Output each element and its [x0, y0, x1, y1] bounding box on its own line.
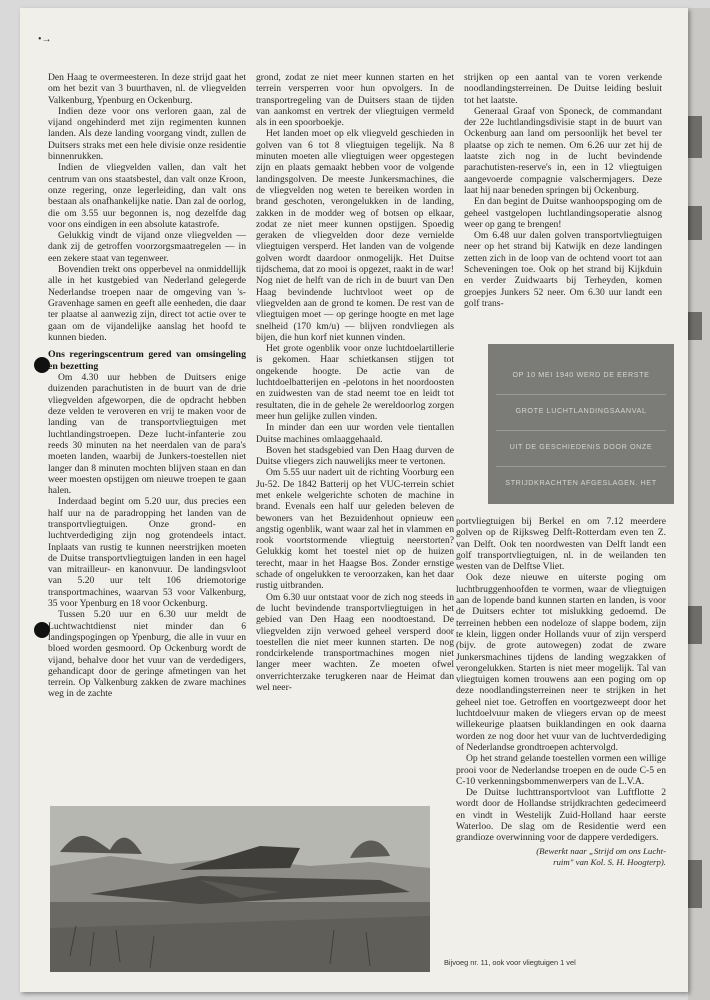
- column-1: [48, 72, 246, 700]
- paragraph: Om 4.30 uur hebben de Duitsers enige duizenden parachutisten in de buurt van de drie vliegvelden afgeworpen, die de opdracht hebben deze velden te veroveren en vrij te maken voor de landing van de transportvliegtuigen met luchtlandingstroepen. Deze lucht-infanterie zou reeds 30 minuten na het neerdalen van de para's moeten landen, waarbij de Junkers-toestellen niet langer dan 8 minuten mochten blijven staan en dan weer moesten opstijgen om nieuwe troepen te gaan halen.: [48, 372, 246, 497]
- paragraph: Om 6.30 uur ontstaat voor de zich nog steeds in de lucht bevindende transportvliegtuigen in het gebied van Den Haag een noodtoestand. De vliegvelden zijn verwoed geheel versperd door toestellen die niet meer kunnen starten. De nog rondcirkelende transportmachines mogen niet langer meer wachten. Ze moeten ofwel onverrichterzake terugkeren naar de Heimat dan wel neer-: [256, 591, 454, 694]
- source-note: [456, 846, 666, 869]
- banner-rule: [496, 394, 666, 395]
- paragraph: Gelukkig vindt de vijand onze vliegvelden — dank zij de getroffen voorzorgsmaatregelen — in een zekere staat van tegenweer.: [48, 230, 246, 264]
- page-caption: Bijvoeg nr. 11, ook voor vliegtuigen 1 vel: [444, 958, 576, 967]
- paragraph: In minder dan een uur worden vele tientallen Duitse machines omlaaggehaald.: [256, 422, 454, 445]
- paragraph: De Duitse luchttransportvloot van Luftflotte 2 wordt door de Hollandse strijdkrachten gedecimeerd en vindt in Westelijk Zuid-Holland haar eerste Waterloo. De slag om de Residentie werd een grandioze overwinning voor de dappere verdedigers.: [456, 787, 666, 844]
- paragraph: Op het strand gelande toestellen vormen een willige prooi voor de Nederlandse troepen en de oude C-5 en C-10 verkenningsbommenwerpers van de L.V.A.: [456, 753, 666, 787]
- paragraph: Inderdaad begint om 5.20 uur, dus precies een half uur na de paradropping het landen van de transportvliegtuigen. Onze grond- en luchtverdediging zijn nog grotendeels intact. Inplaats van rustig te kunnen neerstrijken moeten de Duitse transportvliegtuigen landen in een hagel van mitrailleur- en kanonvuur. De landingsvloot van 5.20 uur telt 106 driemotorige transportmachines, waarvan 53 voor Valkenburg, 35 voor Ypenburg en 18 voor Ockenburg.: [48, 496, 246, 610]
- banner-line: STRIJDKRACHTEN AFGESLAGEN. HET: [505, 478, 657, 487]
- paragraph: Bovendien trekt ons opperbevel na onmiddellijk alle in het kustgebied van Nederland gelegerde Nederlandse troepen naar de omgeving van 's-Gravenhage samen en geeft alle eenheden, die daar ter plaatse al aanwezig zijn, direct tot actie over te gaan om de vijandelijke aanslag het hoofd te kunnen bieden.: [48, 264, 246, 343]
- banner-rule: [496, 466, 666, 467]
- edge-tab: [688, 206, 702, 240]
- paragraph: Den Haag te overmeesteren. In deze strijd gaat het om het bezit van 3 buurthaven, nl. de vliegvelden Valkenburg, Ypenburg en Ockenburg.: [48, 72, 246, 106]
- paragraph: Indien de vliegvelden vallen, dan valt het centrum van ons staatsbestel, dan valt onze Kroon, onze regering, onze legerleiding, dan valt ons bestaan als onafhankelijke natie. Dan zal de oorlog, die om 3.55 uur begonnen is, nog dezelfde dag voor ons eindigen in een absolute katastrofe.: [48, 162, 246, 230]
- corner-mark: •→: [38, 34, 52, 45]
- paragraph: grond, zodat ze niet meer kunnen starten en het terrein versperren voor hun opvolgers. In de transportregeling van de Duitsers staan de tijden van aankomst en vertrek der vliegtuigen vermeld als in een spoorboekje.: [256, 72, 454, 129]
- paragraph: Het landen moet op elk vliegveld geschieden in golven van 6 tot 8 vliegtuigen tegelijk. Na 8 minuten moeten alle vliegtuigen weer opgestegen zijn en plaats gemaakt hebben voor de volgende landingsgolven. De meeste Junkersmachines, die de vliegvelden nog weten te bereiken worden in brand geschoten, verongelukken in de landing, zakken in de modder weg of botsen op elkaar, zodat ze niet meer kunnen opstijgen. Spoedig geraken de vliegvelden door deze vernielde vliegtuigen versperd. Het landen van de volgende golven wordt daardoor onmogelijk. Het Duitse tijdschema, dat zo mooi is opgezet, raakt in de war! Nog niet de helft van de rich in de buurt van Den Haag bevindende luchtvloot weet op de vliegvelden aan de grond te komen. De rest van de vliegtuigen moet — op geringe hoogte en met lage snelheid (170 km/u) — blijven rondvliegen als bijen, die hun korf niet kunnen vinden.: [256, 128, 454, 343]
- source-line: ruim" van Kol. S. H. Hoogterp).: [553, 856, 666, 867]
- edge-tab: [688, 116, 702, 158]
- column-3-top: [464, 72, 662, 309]
- paragraph: Om 6.48 uur dalen golven transportvliegtuigen neer op het strand bij Katwijk en deze landingen zetten zich in de loop van de ochtend voort tot aan Scheveningen toe. Ook op het strand bij Kijkduin en verder Zuidwaarts bij Terheyden, komen groepjes Junkers 52 neer. Om 6.30 uur landt een golf trans-: [464, 230, 662, 309]
- paragraph: Indien deze voor ons verloren gaan, zal de vijand ongehinderd met zijn regimenten kunnen landen. Als deze landing voorgang vindt, zullen de Duitsers straks met een hele divisie onze residentie binnenrukken.: [48, 105, 246, 163]
- banner-line: UIT DE GESCHIEDENIS DOOR ONZE: [509, 442, 653, 451]
- paragraph: En dan begint de Duitse wanhoopspoging om de geheel vastgelopen luchtlandingsoperatie alsnog weer op gang te brengen!: [464, 196, 662, 230]
- banner-line: GROTE LUCHTLANDINGSAANVAL: [515, 406, 647, 415]
- edge-tab: [688, 606, 702, 644]
- paragraph: strijken op een aantal van te voren verkende noodlandingsterreinen. De Duitse leiding besluit tot het laatste.: [464, 72, 662, 106]
- column-3-bottom: [456, 516, 666, 868]
- paragraph: Ook deze nieuwe en uiterste poging om luchtbruggenhoofden te vormen, waar de vliegtuigen aan de lopende band kunnen starten en landen, is voor de Duitsers echter tot mislukking gedoemd. De terreinen hebben een nodeloze of slappe bodem, zijn te klein, liggen onder Hollands vuur of zijn versperd (bijv. de grote autowegen) zodat de zware Junkersmachines tijdens de landing wegzakken of verongelukken. Starten is niet meer mogelijk. Tal van vliegtuigen komen trouwens aan een poging om op deze noodlandingsterreinen neer te strijken in het geheel niet toe. Getroffen en voortgezweept door het luchtdoelvuur maken de vliegers ervan op de meest willekeurige plaatsen buiklandingen en ook daarna worden ze nog door het vuur van de luchtverdediging of Nederlandse grondtroepen achtervolgd.: [456, 572, 666, 753]
- column-2: [256, 72, 454, 693]
- paragraph: Tussen 5.20 uur en 6.30 uur meldt de Luchtwachtdienst niet minder dan 6 landingspogingen op Ypenburg, die alle in vuur en bloed worden gesmoord. Op Ockenburg wordt de vijand, behalve door het vuur van de verdedigers, gehandicapt door de geringe afmetingen van het terrein. Op Valkenburg zakken de zware machines weg in de zachte: [48, 609, 246, 700]
- section-heading: Ons regeringscentrum gered van omsingeling en bezetting: [48, 349, 246, 372]
- aircraft-wreck-photo: [50, 806, 430, 972]
- photo-illustration: [50, 806, 430, 972]
- banner-line: OP 10 MEI 1940 WERD DE EERSTE: [512, 370, 650, 379]
- paragraph: Om 5.55 uur nadert uit de richting Voorburg een Ju-52. De 1842 Batterij op het VUC-terrein schiet met enkele welgerichte schoten de machine in brand. Evenals een half uur geleden beleven de bewoners van het Bezuidenhout opnieuw een angstig ogenblik, want waar zal het in vlammen en rook voortstormende vliegtuig neerstorten? Gelukkig komt het toestel niet op de huizen terecht, maar in het Haagse Bos. Zonder ernstige schade of ongelukken te veroorzaken, kan het daar rustig uitbranden.: [256, 467, 454, 592]
- edge-tab: [688, 312, 702, 340]
- paragraph: Boven het stadsgebied van Den Haag durven de Duitse vliegers zich nauwelijks meer te vertonen.: [256, 444, 454, 468]
- paragraph: portvliegtuigen bij Berkel en om 7.12 meerdere golven op de Rijksweg Delft-Rotterdam even ten Z. van Delft. Ook ten noordwesten van Delft landt een golf transportvliegtuigen, nl. in de weilanden ten westen van de Delftse Vliet.: [456, 516, 666, 573]
- edge-tab: [688, 860, 702, 908]
- paragraph: Generaal Graaf von Sponeck, de commandant der 22e luchtlandingsdivisie stapt in de buurt van Ockenburg aan land om persoonlijk het bevel ter plaatse op zich te nemen. Om 6.26 uur zet hij de laatste zich nog in de lucht bevindende parachutisten-reserve's in, een in 12 vliegtuigen aangevoerde compagnie valschermjagers. Deze laat hij naar beneden springen bij Ockenburg.: [464, 105, 662, 196]
- banner-rule: [496, 430, 666, 431]
- banner-photo: [488, 344, 674, 504]
- paragraph: Het grote ogenblik voor onze luchtdoelartillerie is gekomen. Haar schietkansen stijgen tot ongekende hoogte. De actie van de luchtdoelbatterijen en -pelotons in het noordoosten en zuidwesten van de stad neemt toe en leidt tot resultaten, die in de gehele 2e wereldoorlog zorgen meer hun gelijke zullen vinden.: [256, 343, 454, 422]
- source-line: (Bewerkt naar „Strijd om ons Lucht-: [536, 845, 666, 856]
